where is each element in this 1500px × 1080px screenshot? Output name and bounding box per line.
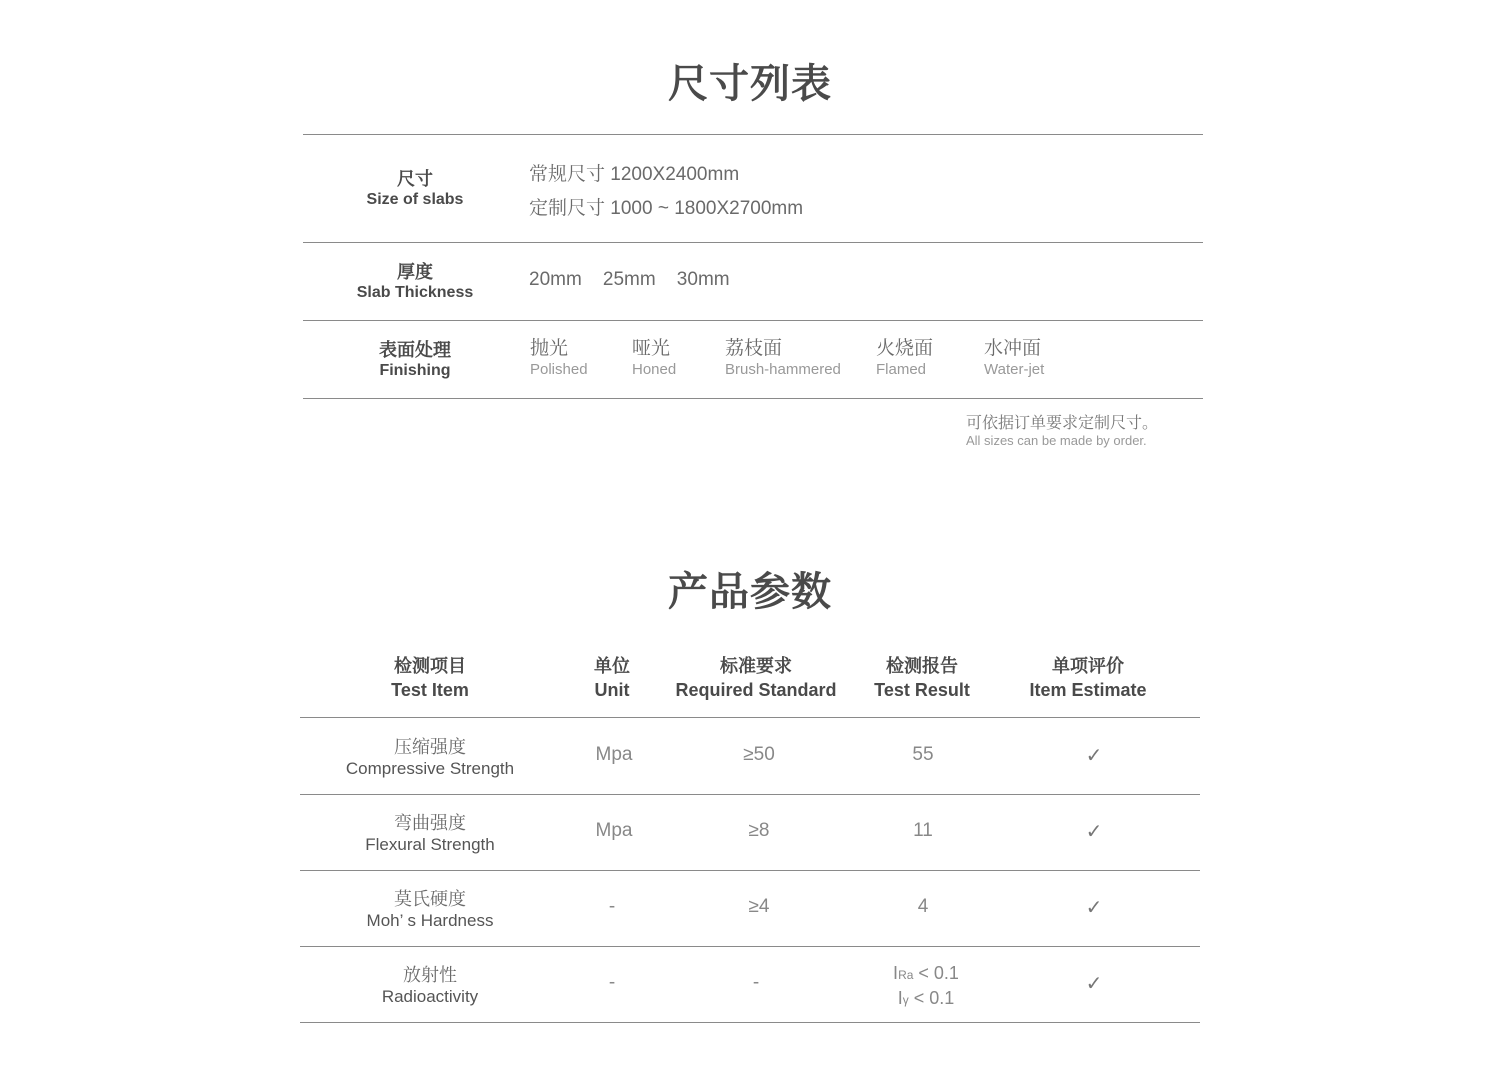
item-en: Flexural Strength [365, 835, 495, 854]
item-en: Compressive Strength [345, 759, 515, 778]
header-zh: 单位 [594, 656, 630, 676]
unit-cell: - [608, 972, 616, 993]
standard-cell: ≥8 [748, 820, 770, 841]
size-label-en: Size of slabs [366, 191, 464, 208]
finishing-label [330, 339, 500, 381]
divider [303, 320, 1203, 321]
finish-en: Polished [530, 361, 588, 378]
check-icon: ✓ [1085, 821, 1103, 843]
item-zh: 弯曲强度 [394, 813, 466, 833]
header-en: Unit [594, 680, 630, 700]
radium-limit: IRa < 0.1 [893, 963, 959, 983]
header-zh: 检测报告 [886, 656, 958, 676]
standard-cell: ≥4 [748, 896, 770, 917]
header-unit [562, 654, 662, 702]
divider [300, 946, 1200, 947]
finish-flamed [876, 338, 933, 380]
finish-zh: 荔枝面 [725, 338, 783, 359]
table-row-item [310, 812, 550, 856]
product-params-title: 产品参数 [668, 570, 832, 614]
thickness-label-en: Slab Thickness [356, 284, 474, 301]
finish-water-jet [984, 338, 1044, 380]
item-en: Moh’ s Hardness [366, 911, 494, 930]
divider [303, 134, 1203, 135]
divider [300, 870, 1200, 871]
standard-cell: - [752, 972, 760, 993]
divider [303, 398, 1203, 399]
header-en: Required Standard [675, 680, 837, 700]
unit-cell: - [608, 896, 616, 917]
note-zh: 可依据订单要求定制尺寸。 [966, 415, 1159, 432]
thickness-label-zh: 厚度 [397, 262, 433, 282]
size-label-zh: 尺寸 [397, 169, 433, 189]
finish-en: Flamed [876, 361, 927, 378]
standard-size-value: 常规尺寸 1200X2400mm [529, 164, 740, 185]
result-cell: 11 [913, 820, 933, 841]
thickness-label [330, 261, 500, 303]
custom-size-value: 定制尺寸 1000 ~ 1800X2700mm [529, 198, 804, 219]
header-en: Test Item [391, 680, 469, 700]
header-en: Test Result [874, 680, 970, 700]
check-icon: ✓ [1085, 897, 1103, 919]
finish-zh: 抛光 [530, 338, 569, 359]
table-row-item [310, 736, 550, 780]
finish-en: Brush-hammered [725, 361, 841, 378]
divider [300, 717, 1200, 718]
check-icon: ✓ [1085, 745, 1103, 767]
header-zh: 单项评价 [1052, 656, 1124, 676]
divider [303, 242, 1203, 243]
finish-en: Water-jet [984, 361, 1045, 378]
header-test-result [852, 654, 992, 702]
header-en: Item Estimate [1029, 680, 1147, 700]
header-item-estimate [1008, 654, 1168, 702]
unit-cell: Mpa [595, 820, 633, 841]
standard-cell: ≥50 [743, 744, 775, 765]
item-zh: 压缩强度 [394, 737, 466, 757]
gamma-limit: Iγ < 0.1 [897, 988, 955, 1008]
finish-zh: 火烧面 [876, 338, 934, 359]
table-row-item [310, 964, 550, 1008]
size-label [330, 168, 500, 210]
item-zh: 放射性 [403, 965, 457, 985]
header-test-item [330, 654, 530, 702]
custom-size-note [966, 414, 1158, 448]
result-cell: 55 [912, 744, 934, 765]
finish-polished [530, 338, 588, 380]
divider [300, 1022, 1200, 1023]
unit-cell: Mpa [595, 744, 633, 765]
finish-en: Honed [632, 361, 677, 378]
table-row-item [310, 888, 550, 932]
header-zh: 检测项目 [394, 656, 466, 676]
finish-honed [632, 338, 676, 380]
note-en: All sizes can be made by order. [966, 433, 1147, 448]
size-list-title: 尺寸列表 [668, 62, 832, 106]
finish-zh: 水冲面 [984, 338, 1042, 359]
item-en: Radioactivity [381, 987, 479, 1006]
thickness-value: 20mm 25mm 30mm [529, 269, 730, 290]
finish-zh: 哑光 [632, 338, 671, 359]
divider [300, 794, 1200, 795]
finishing-label-zh: 表面处理 [379, 340, 451, 360]
item-zh: 莫氏硬度 [394, 889, 466, 909]
header-zh: 标准要求 [720, 656, 792, 676]
header-required-standard [656, 654, 856, 702]
result-cell [866, 962, 986, 1012]
finish-brush-hammered [725, 338, 841, 380]
check-icon: ✓ [1085, 973, 1103, 995]
finishing-label-en: Finishing [379, 362, 451, 379]
result-cell: 4 [917, 896, 929, 917]
